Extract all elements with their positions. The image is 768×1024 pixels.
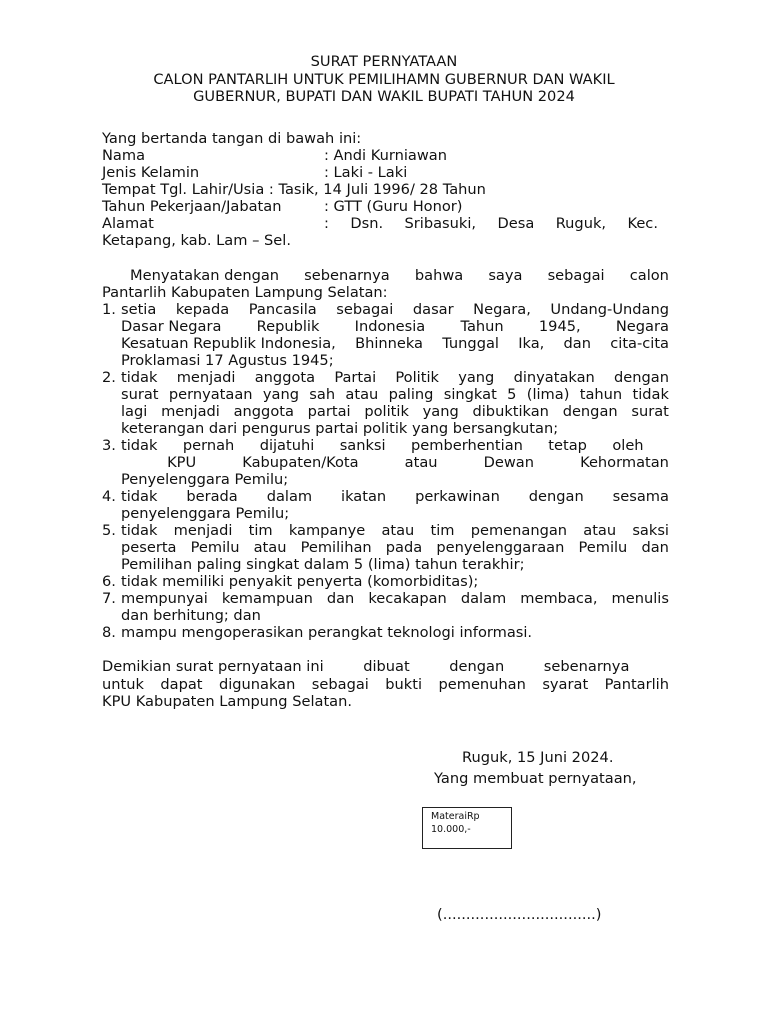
requirement-word: kepada (175, 301, 230, 318)
requirement-word: Pemilihan paling singkat dalam 5 (lima) tahun terakhir; (121, 556, 525, 573)
requirement-word: oleh (612, 437, 644, 454)
requirement-number: 4. (102, 488, 116, 505)
requirement-line (121, 386, 669, 403)
closing-paragraph (102, 658, 669, 711)
requirement-word: yang (422, 403, 459, 420)
closing-word: syarat (542, 675, 589, 693)
requirement-word: dan berhitung; dan (121, 607, 261, 624)
requirement-word: pada (385, 539, 423, 556)
requirement-line (121, 505, 669, 522)
statement-intro (102, 267, 669, 284)
requirement-word: kampanye (288, 522, 366, 539)
requirement-word: Politik (395, 369, 439, 386)
requirement-word: kemampuan (221, 590, 313, 607)
name-value: : Andi Kurniawan (324, 147, 447, 164)
requirement-word: menjadi (173, 522, 233, 539)
closing-line-3: KPU Kabupaten Lampung Selatan. (102, 693, 353, 710)
requirement-text (121, 437, 669, 488)
requirement-number: 6. (102, 573, 116, 590)
closing-word: pemenuhan (438, 675, 526, 693)
requirement-word: peserta (121, 539, 177, 556)
requirement-word: tidak memiliki penyakit penyerta (komorbiditas); (121, 573, 479, 590)
requirement-number: 7. (102, 590, 116, 607)
closing-word: Demikian surat pernyataan ini (102, 658, 324, 675)
requirement-word: paling (388, 386, 434, 403)
requirement-word: politik (364, 403, 409, 420)
requirement-word: 1945, (538, 318, 581, 335)
requirement-word: pernah (182, 437, 235, 454)
requirement-word: Republik (256, 318, 320, 335)
requirement-word: pernyataan (168, 386, 253, 403)
requirement-line (121, 556, 669, 573)
requirement-line (121, 573, 669, 590)
requirement-word: keterangan dari pengurus partai politik yang bersangkutan; (121, 420, 559, 437)
requirement-word: surat (631, 403, 669, 420)
requirement-word: dijatuhi (259, 437, 315, 454)
address-continuation: Ketapang, kab. Lam – Sel. (102, 232, 291, 249)
intro-word: calon (629, 267, 669, 284)
requirement-word: sanksi (339, 437, 386, 454)
requirement-word: yang (458, 369, 495, 386)
requirement-word: cita-cita (610, 335, 669, 352)
address-value (324, 215, 670, 232)
requirement-word: lagi (121, 403, 148, 420)
requirement-word: Kabupaten/Kota (242, 454, 359, 471)
requirement-word: dasar (412, 301, 454, 318)
requirement-text (121, 624, 669, 641)
materai-stamp-box (422, 807, 512, 849)
requirement-item (102, 624, 669, 641)
requirement-word: atau (345, 386, 379, 403)
requirement-word: atau (381, 522, 415, 539)
requirement-line (121, 369, 669, 386)
requirement-word: Tunggal (442, 335, 499, 352)
requirement-word: singkat (443, 386, 497, 403)
requirement-word: dengan (528, 488, 584, 505)
closing-word: dibuat (363, 658, 410, 675)
requirement-word: penyelenggara Pemilu; (121, 505, 290, 522)
requirement-word: tidak (121, 488, 158, 505)
requirement-word: tidak (121, 369, 158, 386)
closing-word: sebagai (311, 675, 369, 693)
requirement-word: Negara (615, 318, 669, 335)
requirement-line (121, 335, 669, 352)
requirement-word: menjadi (176, 369, 236, 386)
intro-word: sebenarnya (304, 267, 390, 284)
requirement-word: dan (563, 335, 591, 352)
requirement-word: tim (430, 522, 455, 539)
requirement-word: partai (307, 403, 351, 420)
address-word: Ruguk, (555, 215, 607, 232)
address-word: Sribasuki, (404, 215, 477, 232)
requirement-word: mampu mengoperasikan perangkat teknologi informasi. (121, 624, 533, 641)
requirement-word: atau (404, 454, 438, 471)
address-word: Desa (497, 215, 535, 232)
requirement-word: anggota (233, 403, 294, 420)
requirement-word: (lima) (526, 386, 570, 403)
stamp-line-2: 10.000,- (431, 824, 471, 835)
requirement-word: perkawinan (415, 488, 500, 505)
requirement-word: Negara, (473, 301, 531, 318)
requirement-line (121, 624, 669, 641)
requirement-word: menulis (611, 590, 669, 607)
requirement-line (121, 454, 669, 471)
requirement-word: dengan (562, 403, 618, 420)
requirement-word: Pemilu (190, 539, 240, 556)
requirement-text (121, 369, 669, 437)
requirement-word: KPU (167, 454, 197, 471)
closing-word: digunakan (218, 675, 296, 693)
gender-value: : Laki - Laki (324, 164, 408, 181)
requirement-line (121, 437, 669, 454)
requirement-word: Bhinneka (355, 335, 423, 352)
requirement-item (102, 369, 669, 437)
stamp-line-1: MateraiRp (431, 811, 480, 822)
job-label: Tahun Pekerjaan/Jabatan (102, 198, 282, 215)
requirement-line (121, 590, 669, 607)
requirement-word: sebagai (336, 301, 394, 318)
requirement-word: tidak (121, 437, 158, 454)
closing-word: sebenarnya (543, 658, 630, 675)
requirement-word: Indonesia (354, 318, 426, 335)
requirement-word: berada (186, 488, 238, 505)
requirement-line (121, 403, 669, 420)
statement-intro-continuation: Pantarlih Kabupaten Lampung Selatan: (102, 284, 388, 301)
requirement-number: 8. (102, 624, 116, 641)
identity-row-gender (102, 164, 670, 181)
job-value: : GTT (Guru Honor) (324, 198, 463, 215)
closing-line-2 (102, 676, 669, 694)
requirement-number: 3. (102, 437, 116, 454)
identity-row-address (102, 215, 670, 232)
requirement-word: Kehormatan (580, 454, 669, 471)
requirement-word: tidak (632, 386, 669, 403)
requirement-word: sesama (612, 488, 669, 505)
requirement-word: tim (248, 522, 273, 539)
requirement-word: sah (309, 386, 336, 403)
requirement-word: dengan (614, 369, 669, 386)
address-word: Kec. (627, 215, 658, 232)
closing-line-1 (102, 658, 669, 676)
title-line-3: GUBERNUR, BUPATI DAN WAKIL BUPATI TAHUN 2024 (193, 88, 575, 105)
requirement-word: yang (262, 386, 299, 403)
requirement-item (102, 301, 669, 369)
birth-line: Tempat Tgl. Lahir/Usia : Tasik, 14 Juli 1996/ 28 Tahun (102, 181, 486, 198)
requirement-word: surat (121, 386, 159, 403)
document-title (0, 53, 768, 106)
requirement-word: mempunyai (121, 590, 208, 607)
requirement-line (121, 522, 669, 539)
place-date: Ruguk, 15 Juni 2024. (462, 749, 614, 766)
title-line-1: SURAT PERNYATAAN (310, 53, 458, 70)
requirement-word: tetap (548, 437, 587, 454)
requirement-word: dibuktikan (472, 403, 549, 420)
intro-word: sebagai (547, 267, 605, 284)
requirement-word: Tahun (460, 318, 504, 335)
name-label: Nama (102, 147, 146, 164)
address-word: Dsn. (350, 215, 384, 232)
requirement-text (121, 488, 669, 522)
identity-opening: Yang bertanda tangan di bawah ini: (102, 130, 362, 147)
requirement-line (121, 318, 669, 335)
requirement-line (121, 420, 669, 437)
gender-label: Jenis Kelamin (102, 164, 200, 181)
requirements-list (102, 301, 669, 641)
requirement-word: ikatan (341, 488, 387, 505)
requirement-item (102, 437, 669, 488)
requirement-word: Pemilihan (300, 539, 372, 556)
intro-word: Menyatakan dengan (130, 267, 280, 284)
requirement-item (102, 590, 669, 624)
requirement-text (121, 590, 669, 624)
requirement-word: atau (583, 522, 617, 539)
requirement-word: Ika, (518, 335, 545, 352)
requirement-word: dalam (460, 590, 507, 607)
requirement-text (121, 573, 669, 590)
requirement-word: pemenangan (470, 522, 568, 539)
requirement-word: Undang-Undang (550, 301, 669, 318)
closing-word: Pantarlih (604, 675, 669, 693)
requirement-number: 1. (102, 301, 116, 318)
intro-word: bahwa (414, 267, 464, 284)
requirement-word: tidak (121, 522, 158, 539)
requirement-item (102, 488, 669, 522)
requirement-line (121, 607, 669, 624)
requirement-line (121, 301, 669, 318)
requirement-word: dan (641, 539, 669, 556)
requirement-word: Kesatuan Republik Indonesia, (121, 335, 336, 352)
requirement-word: Partai (334, 369, 377, 386)
requirement-word: Pemilu (578, 539, 628, 556)
identity-row-job (102, 198, 670, 215)
requirement-word: pemberhentian (411, 437, 523, 454)
closing-word: bukti (385, 675, 423, 693)
requirement-word: Dasar Negara (121, 318, 222, 335)
identity-section (102, 130, 670, 249)
title-line-2: CALON PANTARLIH UNTUK PEMILIHAMN GUBERNUR DAN WAKIL (153, 70, 615, 88)
requirement-word: 5 (507, 386, 517, 403)
maker-label: Yang membuat pernyataan, (434, 770, 637, 787)
requirement-line (121, 539, 669, 556)
requirement-word: kecakapan (368, 590, 447, 607)
requirement-word: Proklamasi 17 Agustus 1945; (121, 352, 334, 369)
requirement-number: 2. (102, 369, 116, 386)
requirement-word: dinyatakan (513, 369, 595, 386)
requirement-word: Penyelenggara Pemilu; (121, 471, 289, 488)
requirement-word: atau (253, 539, 287, 556)
requirement-word: anggota (254, 369, 316, 386)
closing-word: untuk (102, 675, 144, 693)
closing-word: dengan (449, 658, 505, 675)
requirement-word: tahun (579, 386, 623, 403)
requirement-word: dalam (266, 488, 313, 505)
requirement-line (121, 352, 669, 369)
requirement-text (121, 301, 669, 369)
requirement-word: Pancasila (248, 301, 317, 318)
intro-word: saya (488, 267, 523, 284)
signature-line: (.................................) (437, 906, 602, 923)
address-label: Alamat (102, 215, 154, 232)
address-word: : (324, 215, 329, 232)
requirement-item (102, 573, 669, 590)
closing-word: dapat (160, 675, 203, 693)
requirement-word: membaca, (520, 590, 598, 607)
requirement-number: 5. (102, 522, 116, 539)
identity-row-birth (102, 181, 670, 198)
requirement-word: Dewan (483, 454, 534, 471)
requirement-word: penyelenggaraan (436, 539, 565, 556)
requirement-line (121, 488, 669, 505)
requirement-word: menjadi (161, 403, 220, 420)
requirement-word: saksi (632, 522, 669, 539)
requirement-text (121, 522, 669, 573)
requirement-word: dan (326, 590, 355, 607)
requirement-word: setia (121, 301, 157, 318)
identity-row-name (102, 147, 670, 164)
requirement-line (121, 471, 669, 488)
requirement-item (102, 522, 669, 573)
statement-section (102, 267, 669, 641)
